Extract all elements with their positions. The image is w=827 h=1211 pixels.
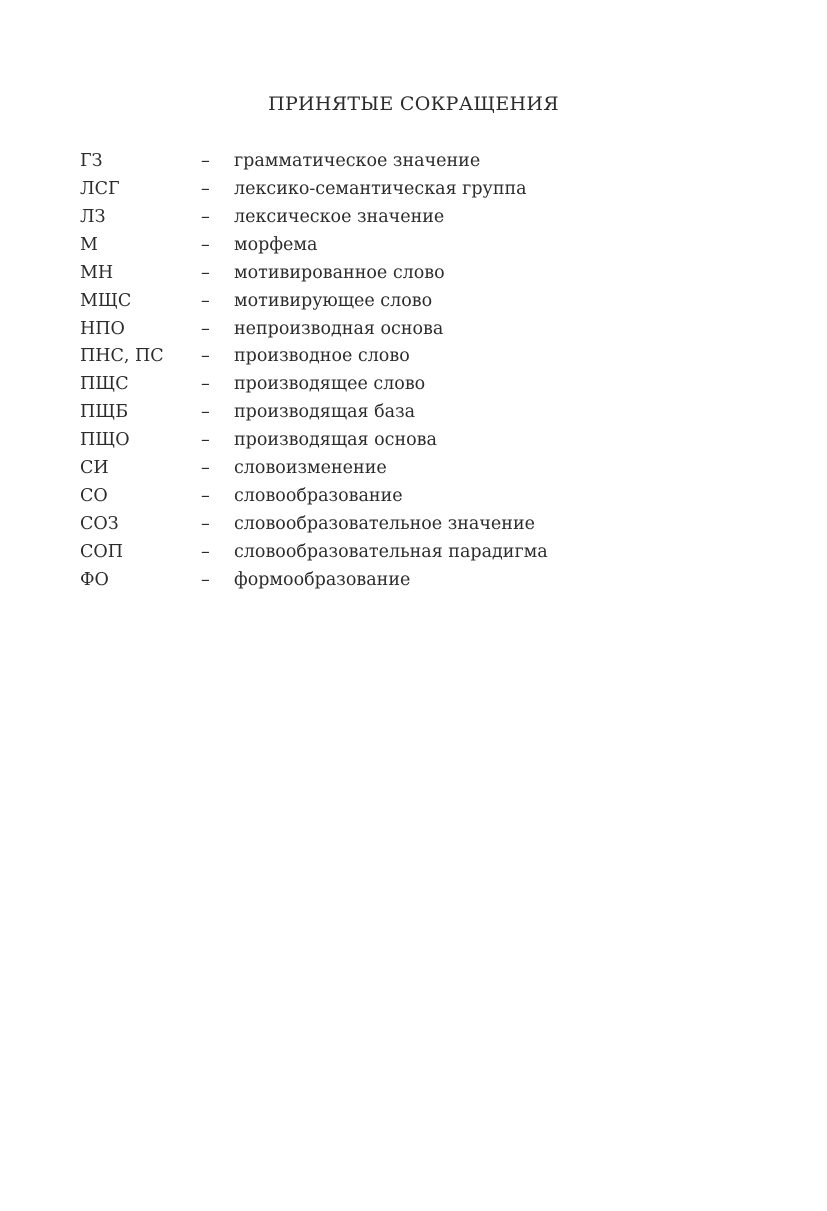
abbreviation-meaning: словообразовательное значение (234, 513, 535, 534)
abbreviation-meaning: словообразовательная парадигма (234, 541, 548, 562)
abbreviation-term: МН (80, 262, 114, 283)
abbreviation-term: СО (80, 486, 108, 507)
abbreviation-row (80, 232, 680, 260)
abbreviation-row (80, 316, 680, 344)
abbreviation-meaning: мотивирующее слово (234, 290, 433, 311)
abbreviation-term: ПЩС (80, 374, 129, 395)
abbreviation-dash: – (201, 151, 210, 171)
abbreviation-term: ФО (80, 569, 109, 590)
abbreviation-term: НПО (80, 318, 125, 339)
abbreviation-list (80, 148, 680, 595)
abbreviation-meaning: словоизменение (234, 458, 387, 479)
abbreviation-row (80, 455, 680, 483)
abbreviation-meaning: производящая база (234, 402, 416, 423)
abbreviation-dash: – (201, 262, 210, 283)
abbreviation-row (80, 399, 680, 427)
abbreviation-meaning: лексическое значение (234, 206, 445, 227)
abbreviation-dash: – (201, 234, 210, 255)
abbreviation-dash: – (201, 346, 210, 367)
abbreviation-dash: – (201, 430, 210, 451)
abbreviation-row (80, 371, 680, 399)
page-title: ПРИНЯТЫЕ СОКРАЩЕНИЯ (268, 93, 559, 115)
abbreviation-row (80, 427, 680, 455)
abbreviation-meaning: формообразование (234, 569, 411, 590)
abbreviation-term: ЛСГ (80, 178, 120, 199)
abbreviation-meaning: морфема (234, 234, 318, 255)
abbreviation-dash: – (201, 178, 210, 199)
abbreviation-term: СОП (80, 541, 123, 562)
abbreviation-dash: – (201, 206, 210, 227)
abbreviation-term: СИ (80, 458, 109, 479)
abbreviation-row (80, 539, 680, 567)
abbreviation-dash: – (201, 541, 210, 562)
abbreviation-dash: – (201, 318, 210, 339)
abbreviation-dash: – (201, 458, 210, 479)
abbreviation-meaning: производящая основа (234, 430, 437, 451)
abbreviation-meaning: непроизводная основа (234, 318, 444, 339)
abbreviation-dash: – (201, 513, 210, 534)
abbreviation-dash: – (201, 290, 210, 311)
abbreviation-dash: – (201, 402, 210, 423)
abbreviation-term: ПЩО (80, 430, 130, 451)
abbreviation-meaning: производящее слово (234, 374, 426, 395)
abbreviation-row (80, 483, 680, 511)
abbreviation-meaning: словообразование (234, 486, 403, 507)
abbreviation-term: М (80, 234, 98, 255)
abbreviation-term: ПЩБ (80, 402, 129, 423)
abbreviation-meaning: мотивированное слово (234, 262, 445, 283)
abbreviation-term: МЩС (80, 290, 132, 311)
abbreviation-row (80, 260, 680, 288)
abbreviation-term: ЛЗ (80, 206, 106, 227)
abbreviation-row (80, 511, 680, 539)
abbreviation-row (80, 204, 680, 232)
abbreviation-term: ГЗ (80, 151, 103, 171)
abbreviation-dash: – (201, 486, 210, 507)
abbreviation-term: ПНС, ПС (80, 346, 164, 367)
abbreviation-row (80, 567, 680, 595)
abbreviation-row (80, 148, 680, 176)
abbreviation-meaning: грамматическое значение (234, 151, 481, 171)
abbreviation-row (80, 176, 680, 204)
abbreviation-row (80, 343, 680, 371)
abbreviation-dash: – (201, 374, 210, 395)
abbreviation-term: СОЗ (80, 513, 119, 534)
abbreviation-dash: – (201, 569, 210, 590)
abbreviation-meaning: производное слово (234, 346, 410, 367)
abbreviation-meaning: лексико-семантическая группа (234, 178, 527, 199)
abbreviation-row (80, 288, 680, 316)
